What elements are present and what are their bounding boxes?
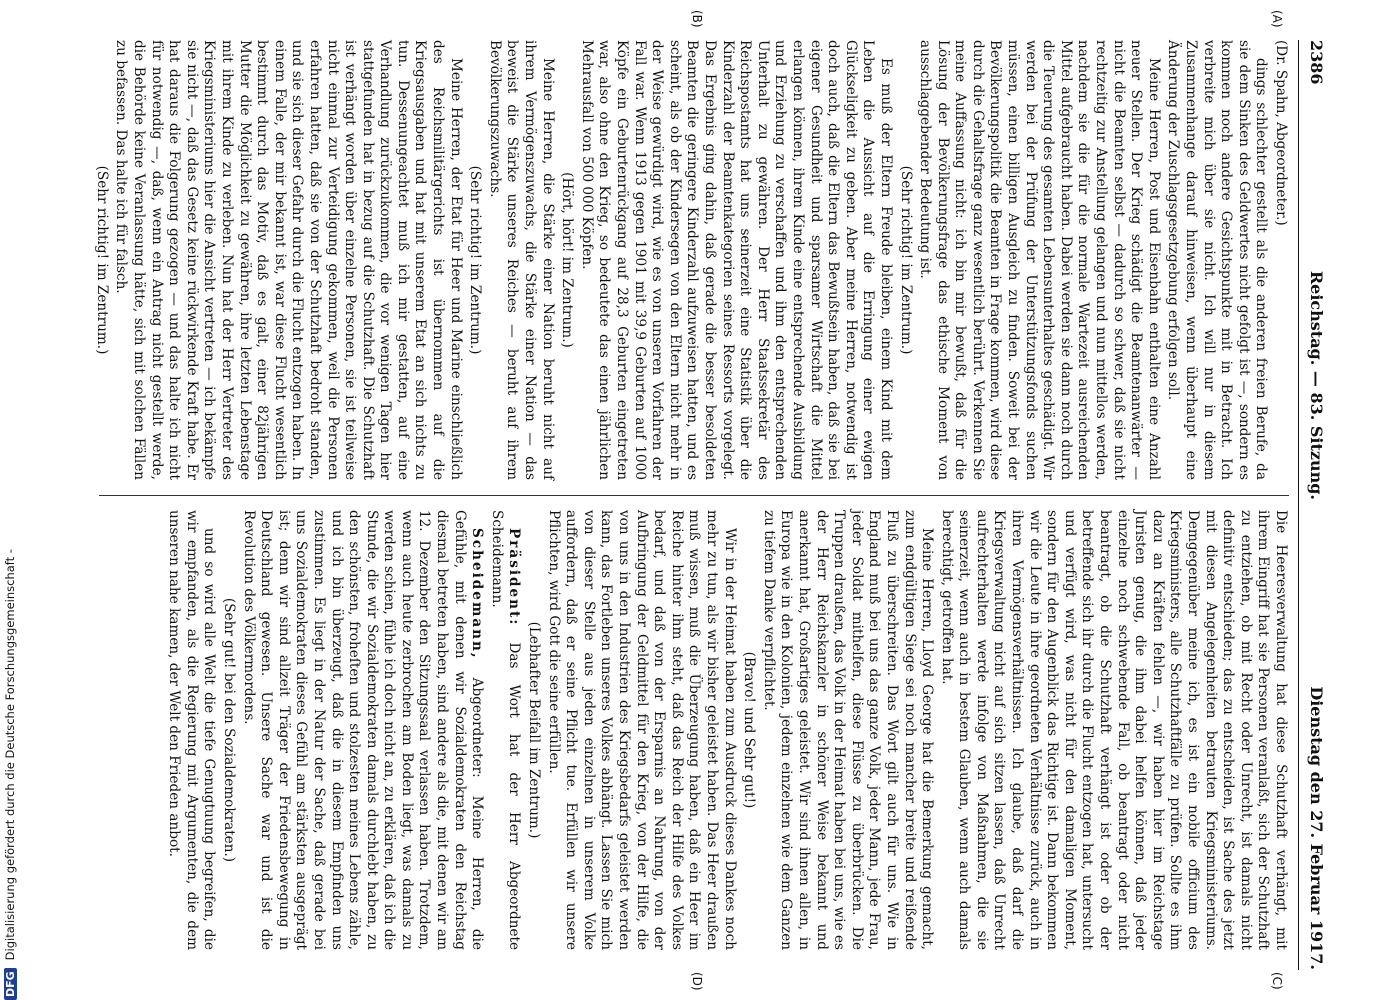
speech-text: Abgeordneter: Meine Herren, die Gefühle, mit denen wir Sozialdemokraten den Reichstag diesmal betreten haben, sind andere als die, mit denen wir am 12. Dezember den Sitzungssaal verlassen haben. Trotzdem, wenn auch heute zerbrochen am Boden liegt, was damals zu werden schien, fühle ich doch nicht an, zu erklären, daß ich die Stunde, die wir Sozialdemokraten damals durchlebt haben, zu den schönsten, froheſten und stolzesten meines Lebens zähle, und ich bin überzeugt, daß die in diesem Empfinden uns zustimmen. Es liegt in der Natur der Sache, daß gerade bei uns Sozialdemokraten dieses Gefühl am stärksten ausgeprägt ist; denn wir sind allzeit Träger der Friedensbewegung in Deutschland gewesen. Unsere Sache war und ist die Revolution des Völkermordens. — [240, 510, 486, 950]
margin-marker-c: (C) — [1270, 972, 1284, 990]
speaker-name: Präsident: — [506, 528, 523, 627]
right-column — [99, 510, 1289, 950]
left-column — [93, 40, 1289, 480]
margin-marker-a: (A) — [1270, 10, 1284, 28]
interjection: (Sehr richtig! im Zentrum.) — [897, 165, 914, 355]
dfg-logo: DFG — [4, 968, 17, 1000]
paragraph — [487, 510, 522, 950]
paragraph: Meine Herren, Lloyd George hat die Bemerkung gemacht, zum endgültigen Siege sei noch mancher breite und reißende Fluß zu überschreiten. Das Wort gilt auch für uns. Wie in England muß bei uns das ganze Volk, jeder Mann, jede Frau, jeder Soldat mithelfen, diese Flüsse zu überbrücken. Die Truppen draußen, das Volk in der Heimat haben bei uns, wie es der Herr Reichskanzler in schöner Weise bekannt und anerkannt hat, Großartiges geleistet. Wir sind ihnen allen, in Europa wie in den Kolonien, jedem einzelnen wie dem Ganzen zu tiefem Danke verpflichtet. — [760, 510, 936, 950]
paragraph: Die Heeresverwaltung hat diese Schutzhaft verhängt, mit ihrem Eingriff hat sie Personen veranlaßt, sich der Schutzhaft zu entziehen, ob mit Recht oder Unrecht, ist damals nicht definitiv entschieden; das zu entscheiden, ist Sache des jetzt mit diesen Angelegenheiten betrauten Kriegsministeriums. Demgegenüber meine ich, es ist ein nobile officium des Kriegsministers, alle Schutzhaftfälle zu prüfen. Sollte es ihm dazu an Kräften fehlen —, wir haben hier im Reichstage Juristen genug, die ihm dabei helfen können, daß jeder einzelne noch schwebende Fall, ob beantragt oder nicht beantragt, ob die Schutzhaft verhängt ist oder ob der betreffende sich ihr durch die Flucht entzogen hat, untersucht und verfügt wird, was nicht für den damaligen Moment, sondern für den Augenblick das Richtige ist. Dann bekommen wir die Leute in ihre geordneten Verhältnisse zurück, auch in ihren Vermögensverhältnissen. Ich glaube, daß darf die Kriegsverwaltung nicht auf sich sitzen lassen, daß Unrecht aufrechterhalten werde infolge von Maßnahmen, die sie seinerzeit, wenn auch in bestem Glauben, wenn auch damals berechtigt, getroffen hat. — [938, 510, 1289, 950]
interjection: (Sehr gut! bei den Sozialdemokraten.) — [220, 597, 237, 863]
interjection: (Sehr richtig! im Zentrum.) — [93, 165, 110, 355]
paragraph: Wir in der Heimat haben zum Ausdruck dieses Dankes noch mehr zu tun, als wir bisher geleistet haben. Das Heer draußen muß wissen, muß die Überzeugung haben, daß ein Heer im Reiche hinter ihm steht, daß das Reich der Hilfe des Volkes bedarf, und daß von der Ersparnis an Nahrung, von der Aufbringung der Geldmittel für den Krieg, von der Hilfe, die von uns in den Industrien des Kriegsbedarfs geleistet werden kann, das Fortleben unseres Volkes abhängt. Lassen Sie mich von dieser Stelle aus jeden einzelnen in unserem Volke auffordern, daß er seine Pflicht tue. Erfüllen wir unsere Pflichten, wird Gott die seine erfüllen. — [545, 510, 738, 950]
page-header — [1298, 40, 1325, 970]
paragraph: Es muß der Eltern Freude bleiben, einem Kind mit dem Leben die Aussicht auf die Erringung einer ewigen Glückseligkeit zu geben. Aber meine Herren, notwendig ist doch auch, daß die Eltern das Bewußtsein haben, daß sie bei eigener Gesundheit und sparsamer Wirtschaft die Mittel erlangen können, ihrem Kinde eine entsprechende Ausbildung und Erziehung zu verschaffen und ihm den entsprechenden Unterhalt zu gewähren. Der Herr Staatssekretär des Reichspostamts hat uns seinerzeit eine Statistik über die Kinderzahl der Beamtenkategorien seines Ressorts vorgelegt. Das Ergebnis ging dahin, daß gerade die besser besoldeten Beamten die geringere Kinderzahl aufzuweisen hatten, und es scheint, als ob der Kindersegen von den Eltern nicht mehr in der Weise gewürdigt wird, wie es von unseren Vorfahren der Fall war. Wenn 1913 gegen 1901 mit 39,9 Geburten auf 1000 Köpfe ein Geburtenrückgang auf 28,3 Geburten eingetreten war, also ohne den Krieg, so bedeutete das einen jährlichen Mehrausfall von 500 000 Köpfen. — [578, 40, 894, 480]
margin-marker-b: (B) — [690, 10, 704, 28]
speech-text: Das Wort hat der Herr Abgeordnete Scheidemann. — [488, 510, 523, 951]
speaker-name: Scheidemann, — [469, 528, 486, 660]
interjection: (Hört, hört! im Zentrum.) — [559, 172, 576, 348]
interjection: (Sehr richtig! im Zentrum.) — [467, 165, 484, 355]
footer — [0, 0, 20, 1000]
paragraph: Meine Herren, die Stärke einer Nation beruht nicht auf ihrem Vermögenszuwachs, die Stärke einer Nation — das beweist die Stärke unseres Reiches — beruht auf ihrem Bevölkerungszuwachs. — [486, 40, 556, 480]
page-number: 2386 — [1307, 40, 1326, 85]
column-divider — [99, 495, 1289, 496]
paragraph: Meine Herren, der Etat für Heer und Marine einschließlich des Reichsmilitärgerichts ist übernommen auf die Kriegsausgaben und hat mit unserem Etat an sich nichts zu tun. Dessenungeachtet muß ich mir gestatten, auf eine Verhandlung zurückzukommen, die vor wenigen Tagen hier stattgefunden hat in bezug auf die Schutzhaft. Die Schutzhaft ist verhängt worden über einzelne Personen, sie ist teilweise nicht einmal zur Verteidigung gekommen, weil die Personen erfahren hatten, daß sie von der Schutzhaft bedroht standen, und sie sich dieser Gefahr durch die Flucht entzogen haben. In einem Falle, der mir bekannt ist, war diese Flucht wesentlich bestimmt durch das Motiv, daß es galt, einer 82jährigen Mutter die Möglichkeit zu gewähren, ihre letzten Lebenstage mit ihrem Kinde zu verleben. Nun hat der Herr Vertreter des Kriegsministeriums hier die Ansicht vertreten — ich bekämpfe sie nicht —, daß das Gesetz keine rückwirkende Kraft habe. Er hat daraus die Folgerung gezogen — und das halte ich nicht für notwendig —, daß, wenn ein Antrag nicht gestellt werde, die Behörde keine Veranlassung hätte, sich mit solchen Fällen zu befassen. Das halte ich für falsch. — [113, 40, 464, 480]
paragraph: Meine Herren, Post und Eisenbahn enthalten eine Anzahl neuer Stellen. Der Krieg schädigt die Beamtenanwärter — nicht die Beamten selbst — dadurch so schwer, daß sie nicht rechtzeitig zur Anstellung gelangen und nun mittellos werden, nachdem sie die für die normale Wartezeit ausreichenden Mittel aufgebraucht haben. Dabei werden sie dann noch durch die Teuerung des gesamten Lebensunterhaltes geschädigt. Wir werden bei der Prüfung der Unterstützungsfonds suchen müssen, einen billigen Ausgleich zu finden. Soweit bei der Bevölkerungspolitik die Beamten in Frage kommen, wird diese durch die Gehaltsfrage ganz wesentlich berührt. Verkennen Sie meine Auffassung nicht: ich bin mir bewußt, daß für die Lösung der Bevölkerungsfrage das ethische Moment von ausschlaggebender Bedeutung ist. — [917, 40, 1162, 480]
paragraph: und so wird alle Welt die tiefe Genugtuung begreifen, die wir empfanden, als die Regierung mit Argumenten, die dem unseren nahe kamen, der Welt den Frieden anbot. — [166, 510, 218, 950]
margin-marker-d: (D) — [690, 972, 704, 991]
paragraph — [239, 510, 485, 950]
interjection: (Bravo! und Sehr gut!) — [741, 651, 758, 809]
rotated-page — [85, 10, 1326, 991]
paragraph: dings schlechter gestellt als die anderen freien Berufe, da sie dem Sinken des Geldwertes nicht gefolgt ist —, sondern es kommen noch andere Gesichtspunkte mit in Betracht. Ich verbreite mich über sie nicht. Ich will nur in diesem Zusammenhange darauf hinweisen, wenn überhaupt eine Änderung der Zuschlagsgesetzgebung erfolgen soll. — [1165, 40, 1270, 480]
session-date: Dienstag den 27. Februar 1917. — [1307, 686, 1326, 970]
session-title: Reichstag. — 83. Sitzung. — [1307, 270, 1326, 500]
paragraph: (Dr. Spahn, Abgeordneter.) — [1273, 40, 1289, 226]
interjection: (Lebhafter Beifall im Zentrum.) — [526, 621, 543, 839]
footer-text: Digitalisierung gefördert durch die Deutsche Forschungsgemeinschaft - — [3, 549, 17, 961]
